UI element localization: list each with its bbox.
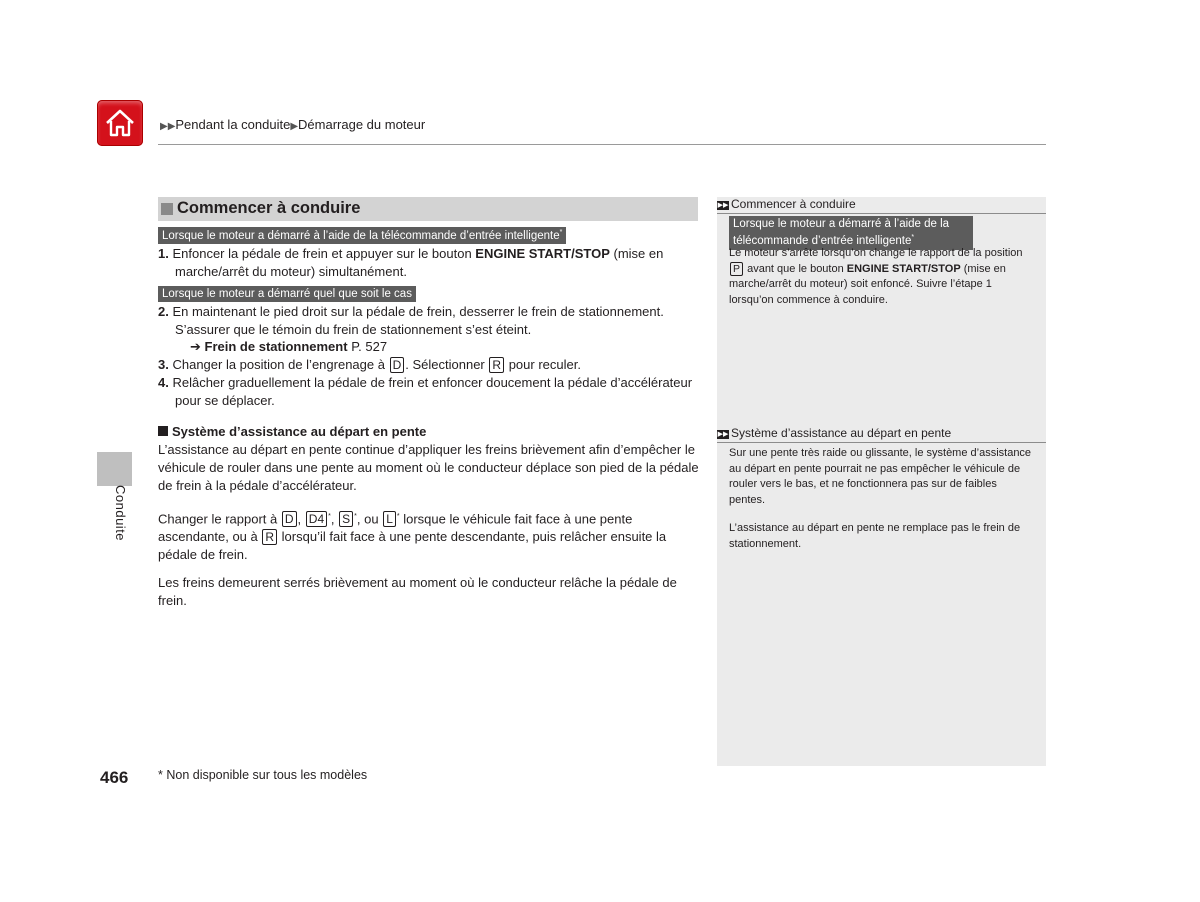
text: Changer le rapport à (158, 511, 278, 527)
hill-paragraph-1: L’assistance au départ en pente continue d’appliquer les freins brièvement afin d’empêcher le véhicule de rouler dans une pente au moment où le conducteur déplace son pied de la pédale de frein à la pédale d’accélérateur. (158, 442, 699, 493)
house-glyph (103, 106, 137, 140)
square-bullet-icon (158, 426, 168, 436)
text: pédale de frein. (158, 547, 248, 563)
note-1-condition-bar (729, 216, 973, 250)
asterisk: * (328, 513, 331, 520)
arrow-right-icon: ➔ (190, 339, 201, 354)
condition-bar-text: Lorsque le moteur a démarré à l’aide de la télécommande d’entrée intelligente (162, 229, 560, 242)
text: , ou (356, 511, 379, 527)
step-text: marche/arrêt du moteur) simultanément. (175, 264, 407, 279)
step-text: Enfoncer la pédale de frein et appuyer sur le bouton (172, 246, 472, 261)
gear-l-key: L (383, 511, 396, 527)
step-text: En maintenant le pied droit sur la pédale de frein, desserrer le frein de stationnement. (172, 304, 664, 319)
section-marker (161, 203, 173, 215)
text: Le moteur s’arrête lorsqu’on change le rapport de la position (729, 247, 1023, 259)
footnote: * Non disponible sur tous les modèles (158, 768, 368, 782)
text: lorsque le véhicule fait face à une pente (403, 511, 633, 527)
step-1 (158, 245, 698, 281)
gear-r-key: R (489, 357, 504, 373)
asterisk: * (911, 234, 915, 241)
subsection-title: Système d’assistance au départ en pente (172, 424, 427, 439)
gear-d-key: D (390, 357, 405, 373)
text: , (330, 511, 335, 527)
asterisk: * (354, 513, 357, 520)
breadcrumb-page[interactable]: Démarrage du moteur (298, 117, 426, 132)
step-2 (158, 303, 703, 339)
step-number: 1. (158, 246, 169, 261)
step-number: 2. (158, 304, 169, 319)
breadcrumb (160, 117, 425, 132)
asterisk: * (559, 229, 563, 236)
condition-bar-any: Lorsque le moteur a démarré quel que soit le cas (158, 286, 416, 302)
step-text: Relâcher graduellement la pédale de frein et enfoncer doucement la pédale d’accélérateur (172, 375, 693, 390)
step-text: pour se déplacer. (175, 393, 275, 408)
note-marker-icon: ▶▶ (717, 431, 729, 438)
home-icon[interactable] (97, 100, 143, 146)
text: ascendante, ou à (158, 529, 258, 545)
step-number: 4. (158, 375, 169, 390)
condition-bar-smart-key (158, 227, 566, 244)
section-title: Commencer à conduire (177, 199, 361, 217)
note-1-divider (717, 213, 1046, 214)
reference-page[interactable]: P. 527 (351, 339, 388, 354)
step-text: . Sélectionner (405, 357, 485, 372)
note-1-title: Commencer à conduire (731, 197, 856, 211)
button-name: ENGINE START/STOP (475, 246, 610, 261)
note-marker-icon: ▶▶ (717, 202, 729, 209)
header-divider (158, 144, 1046, 145)
hill-paragraph-3: Les freins demeurent serrés brièvement au moment où le conducteur relâche la pédale de frein. (158, 575, 677, 608)
cross-reference[interactable] (190, 338, 387, 356)
breadcrumb-arrows: ▶▶ (160, 121, 176, 132)
step-text: (mise en (613, 246, 664, 261)
page-number: 466 (100, 768, 129, 787)
hill-paragraph-2 (158, 508, 703, 564)
note-1-text (729, 246, 1039, 308)
chapter-label: Conduite (113, 485, 128, 542)
step-3 (158, 356, 703, 374)
reference-label[interactable]: Frein de stationnement (204, 339, 348, 354)
breadcrumb-section[interactable]: Pendant la conduite (175, 117, 291, 132)
chapter-tab[interactable] (97, 452, 132, 486)
step-text: pour reculer. (508, 357, 581, 372)
text: , (297, 511, 302, 527)
gear-p-key: P (730, 262, 743, 276)
note-2-heading (717, 426, 951, 440)
section-header (158, 197, 698, 221)
gear-d-key: D (282, 511, 297, 527)
step-text: Changer la position de l’engrenage à (172, 357, 385, 372)
step-text: S’assurer que le témoin du frein de stationnement s’est éteint. (175, 322, 532, 337)
note-1-heading (717, 197, 856, 211)
note-2-paragraph-2: L’assistance au départ en pente ne remplace pas le frein de stationnement. (729, 522, 1021, 550)
text: lorsqu’il fait face à une pente descendante, puis relâcher ensuite la (281, 529, 667, 545)
gear-d4-key: D4 (306, 511, 327, 527)
text: (mise en marche/arrêt du moteur) soit enfoncé. Suivre l’étape 1 lorsqu’on commence à conduire. (729, 262, 1006, 306)
text: avant que le bouton (747, 262, 844, 275)
step-number: 3. (158, 357, 169, 372)
note-2-paragraph-1: Sur une pente très raide ou glissante, le système d’assistance au départ en pente pourrait ne pas empêcher le véhicule de rouler vers le bas, et ne fonctionnera pas sur de faibles pentes. (729, 447, 1032, 506)
note-2-title: Système d’assistance au départ en pente (731, 426, 952, 440)
step-4 (158, 374, 703, 410)
note-2-divider (717, 442, 1046, 443)
gear-r-key: R (262, 529, 277, 545)
subsection-heading (158, 423, 426, 441)
note-1-bar-text: Lorsque le moteur a démarré à l’aide de la télécommande d’entrée intelligente (733, 218, 950, 247)
asterisk: * (396, 513, 400, 520)
gear-s-key: S (339, 511, 353, 527)
breadcrumb-separator: ▶ (290, 121, 299, 132)
button-name: ENGINE START/STOP (846, 262, 961, 275)
